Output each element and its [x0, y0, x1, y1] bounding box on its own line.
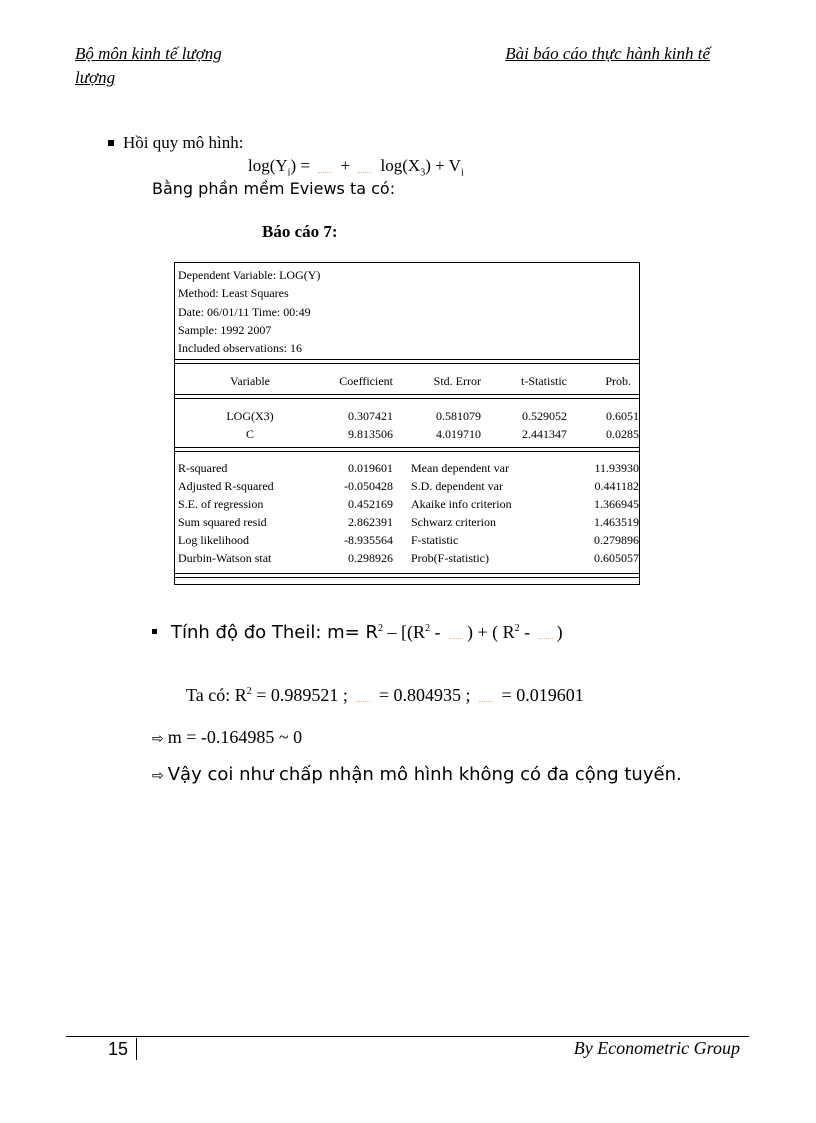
theil-part: – [(R — [382, 622, 425, 642]
eq-mid: log(X — [376, 156, 421, 175]
double-rule — [175, 573, 639, 578]
theil-part: ) — [556, 622, 563, 642]
intro-text: Bằng phần mềm Eviews ta có: — [152, 179, 396, 198]
stat-value: 0.298926 — [348, 551, 393, 565]
eq-tail: ) + V — [425, 156, 461, 175]
stat-label: Prob(F-statistic) — [411, 551, 489, 565]
theil-label: Tính độ đo Theil: m= R — [171, 622, 378, 643]
stat-label: Durbin-Watson stat — [178, 551, 272, 565]
double-rule — [175, 394, 639, 399]
arrow-icon: ⇨ — [152, 768, 164, 784]
coef-row-prob: 0.6051 — [606, 409, 639, 423]
stat-value: 11.93930 — [594, 461, 639, 475]
coef-row-prob: 0.0285 — [606, 427, 639, 441]
stat-label: F-statistic — [411, 533, 459, 547]
square-bullet-icon — [108, 140, 114, 146]
eviews-meta — [178, 266, 320, 357]
theil-bullet — [152, 622, 563, 643]
final-conclusion — [152, 764, 682, 785]
header-right: Bài báo cáo thực hành kinh tế — [505, 44, 710, 63]
coef-row-std-error: 4.019710 — [436, 427, 481, 441]
coefficient-placeholder — [358, 162, 372, 173]
m-result — [152, 727, 302, 748]
stat-value: -8.935564 — [344, 533, 393, 547]
taco-value: = 0.804935 ; — [374, 685, 476, 705]
coefficient-placeholder — [318, 162, 332, 173]
formula-placeholder — [356, 691, 370, 702]
formula-placeholder — [539, 628, 553, 639]
stat-value: 1.366945 — [594, 497, 639, 511]
stat-label: Adjusted R-squared — [178, 479, 274, 493]
stat-value: 0.279896 — [594, 533, 639, 547]
stat-value: 0.605057 — [594, 551, 639, 565]
stat-value: 0.452169 — [348, 497, 393, 511]
double-rule — [175, 447, 639, 452]
taco-sup: 2 — [246, 686, 252, 697]
square-bullet-icon — [152, 629, 157, 634]
coef-row-variable: LOG(X3) — [226, 409, 274, 423]
stat-label: S.E. of regression — [178, 497, 264, 511]
final-conclusion-text: Vậy coi như chấp nhận mô hình không có đa cộng tuyến. — [167, 764, 682, 785]
meta-line: Dependent Variable: LOG(Y) — [178, 268, 321, 282]
col-header-std-error: Std. Error — [433, 374, 481, 388]
regression-bullet — [108, 133, 243, 153]
eq-plus: + — [336, 156, 355, 175]
eviews-output-table — [174, 262, 640, 585]
header-continuation: lượng — [75, 68, 116, 87]
stat-value: 0.441182 — [594, 479, 639, 493]
footer-rule — [66, 1036, 749, 1037]
double-rule — [175, 359, 639, 364]
meta-line: Included observations: 16 — [178, 341, 302, 356]
stat-label: Schwarz criterion — [411, 515, 496, 529]
stat-label: Log likelihood — [178, 533, 249, 547]
coef-row-coefficient: 9.813506 — [348, 427, 393, 441]
col-header-prob: Prob. — [605, 374, 631, 388]
eq-mid-sub: 3 — [420, 167, 426, 179]
page-header — [75, 42, 710, 90]
eq-lhs-sub: i — [287, 167, 291, 179]
formula-placeholder — [479, 691, 493, 702]
coef-row-t-statistic: 0.529052 — [522, 409, 567, 423]
eq-lhs: log(Y — [248, 156, 288, 175]
meta-line: Method: Least Squares — [178, 286, 289, 301]
page-number: 15 — [108, 1038, 137, 1060]
stat-value: 0.019601 — [348, 461, 393, 475]
footer-credit: By Econometric Group — [573, 1038, 740, 1058]
stat-value: -0.050428 — [344, 479, 393, 493]
stat-label: Mean dependent var — [411, 461, 509, 475]
stat-label: R-squared — [178, 461, 228, 475]
coef-row-t-statistic: 2.441347 — [522, 427, 567, 441]
theil-sup: 2 — [514, 623, 520, 634]
eq-equals: ) = — [290, 156, 315, 175]
stat-label: Sum squared resid — [178, 515, 267, 529]
meta-line: Sample: 1992 2007 — [178, 322, 272, 337]
stat-value: 1.463519 — [594, 515, 639, 529]
theil-sup: 2 — [377, 623, 383, 634]
taco-value: = 0.989521 ; — [251, 685, 353, 705]
col-header-coefficient: Coefficient — [339, 374, 393, 388]
values-line — [186, 685, 584, 706]
taco-prefix: Ta có: R — [186, 685, 247, 705]
stat-label: S.D. dependent var — [411, 479, 503, 493]
col-header-variable: Variable — [230, 374, 270, 388]
formula-placeholder — [449, 628, 463, 639]
theil-part: - — [519, 622, 535, 642]
header-line — [75, 42, 710, 66]
coef-row-std-error: 0.581079 — [436, 409, 481, 423]
taco-value: = 0.019601 — [497, 685, 584, 705]
meta-line: Date: 06/01/11 Time: 00:49 — [178, 304, 311, 319]
stat-label: Akaike info criterion — [411, 497, 512, 511]
coef-row-coefficient: 0.307421 — [348, 409, 393, 423]
arrow-icon: ⇨ — [152, 731, 164, 747]
theil-part: ) + ( R — [466, 622, 515, 642]
m-result-text: m = -0.164985 ~ 0 — [167, 727, 303, 747]
model-equation — [248, 156, 464, 178]
bullet-title: Hồi quy mô hình: — [123, 133, 244, 152]
coef-row-variable: C — [245, 427, 254, 441]
stat-value: 2.862391 — [348, 515, 393, 529]
eq-tail-sub: i — [460, 167, 464, 179]
theil-sup: 2 — [424, 623, 430, 634]
col-header-t-statistic: t-Statistic — [521, 374, 567, 388]
theil-part: - — [429, 622, 445, 642]
report-title: Báo cáo 7: — [262, 222, 338, 241]
header-left: Bộ môn kinh tế lượng — [75, 44, 222, 63]
